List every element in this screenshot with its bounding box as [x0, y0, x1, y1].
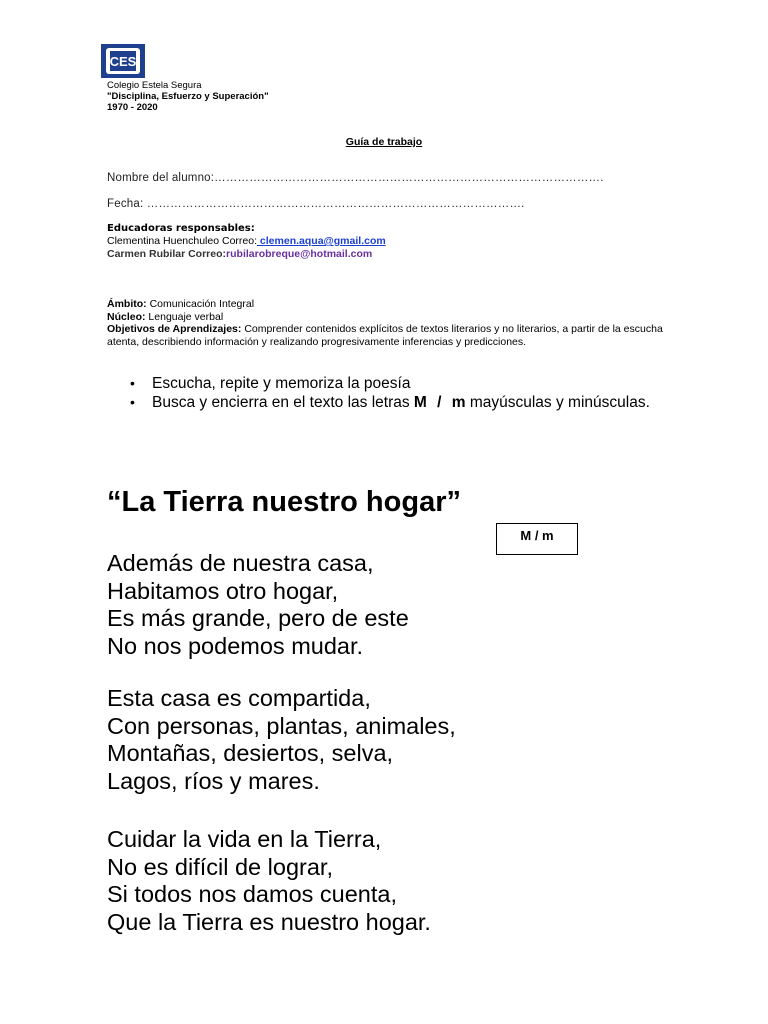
instruction-item: • Busca y encierra en el texto las letras M / m mayúsculas y minúsculas. [130, 393, 650, 412]
school-years: 1970 - 2020 [107, 102, 158, 113]
poem-line: Lagos, ríos y mares. [107, 768, 320, 795]
poem-stanza-3 [107, 826, 431, 937]
poem-line: Con personas, plantas, animales, [107, 712, 456, 739]
poem-title: “La Tierra nuestro hogar” [107, 486, 461, 518]
educator-1 [107, 235, 386, 248]
poem-line: Es más grande, pero de este [107, 605, 409, 632]
poem-stanza-2 [107, 685, 456, 796]
school-header [107, 80, 269, 113]
letter-count-box[interactable]: M / m [496, 523, 578, 555]
learning-info [107, 298, 667, 348]
educators-block [107, 222, 386, 261]
instructions-list [130, 374, 650, 412]
poem-line: Montañas, desiertos, selva, [107, 740, 394, 767]
poem-line: No es difícil de lograr, [107, 853, 333, 880]
logo-text: CES [109, 54, 137, 69]
target-letters: M / m [413, 394, 466, 411]
date-field[interactable]: Fecha: ……………………………………………………………………………………. [107, 198, 525, 210]
poem-line: Además de nuestra casa, [107, 550, 374, 576]
objetivos-line: Objetivos de Aprendizajes: Comprender contenidos explícitos de textos literarios y no literarios, a partir de la escucha atenta, describiendo información y realizando progresivamente inferencias y predicciones. [107, 323, 663, 348]
poem-line: Si todos nos damos cuenta, [107, 881, 398, 908]
educator-1-name: Clementina Huenchuleo Correo: [107, 235, 257, 247]
educator-2-email-link[interactable]: rubilarobreque@hotmail.com [226, 248, 373, 260]
nucleo-line: Núcleo: Lenguaje verbal [107, 310, 224, 323]
poem-line: No nos podemos mudar. [107, 633, 364, 660]
educator-1-email-link[interactable]: clemen.aqua@gmail.com [257, 235, 386, 247]
educator-2 [107, 248, 386, 261]
poem-line: Habitamos otro hogar, [107, 577, 339, 604]
poem-line: Esta casa es compartida, [107, 685, 371, 711]
educators-heading: Educadoras responsables: [107, 223, 255, 234]
poem-stanza-1 [107, 550, 409, 661]
page-title: Guía de trabajo [345, 136, 423, 148]
ambito-line: Ámbito: Comunicación Integral [107, 298, 255, 310]
poem-line: Cuidar la vida en la Tierra, [107, 826, 382, 852]
instruction-item: • Escucha, repite y memoriza la poesía [130, 374, 650, 393]
school-name: Colegio Estela Segura [107, 80, 202, 91]
school-motto: "Disciplina, Esfuerzo y Superación" [107, 91, 269, 102]
poem-line: Que la Tierra es nuestro hogar. [107, 909, 431, 936]
student-name-field[interactable]: Nombre del alumno:………………………………………………………………………………………. [107, 172, 604, 184]
educator-2-name: Carmen Rubilar Correo: [107, 248, 227, 260]
school-logo [101, 44, 145, 78]
